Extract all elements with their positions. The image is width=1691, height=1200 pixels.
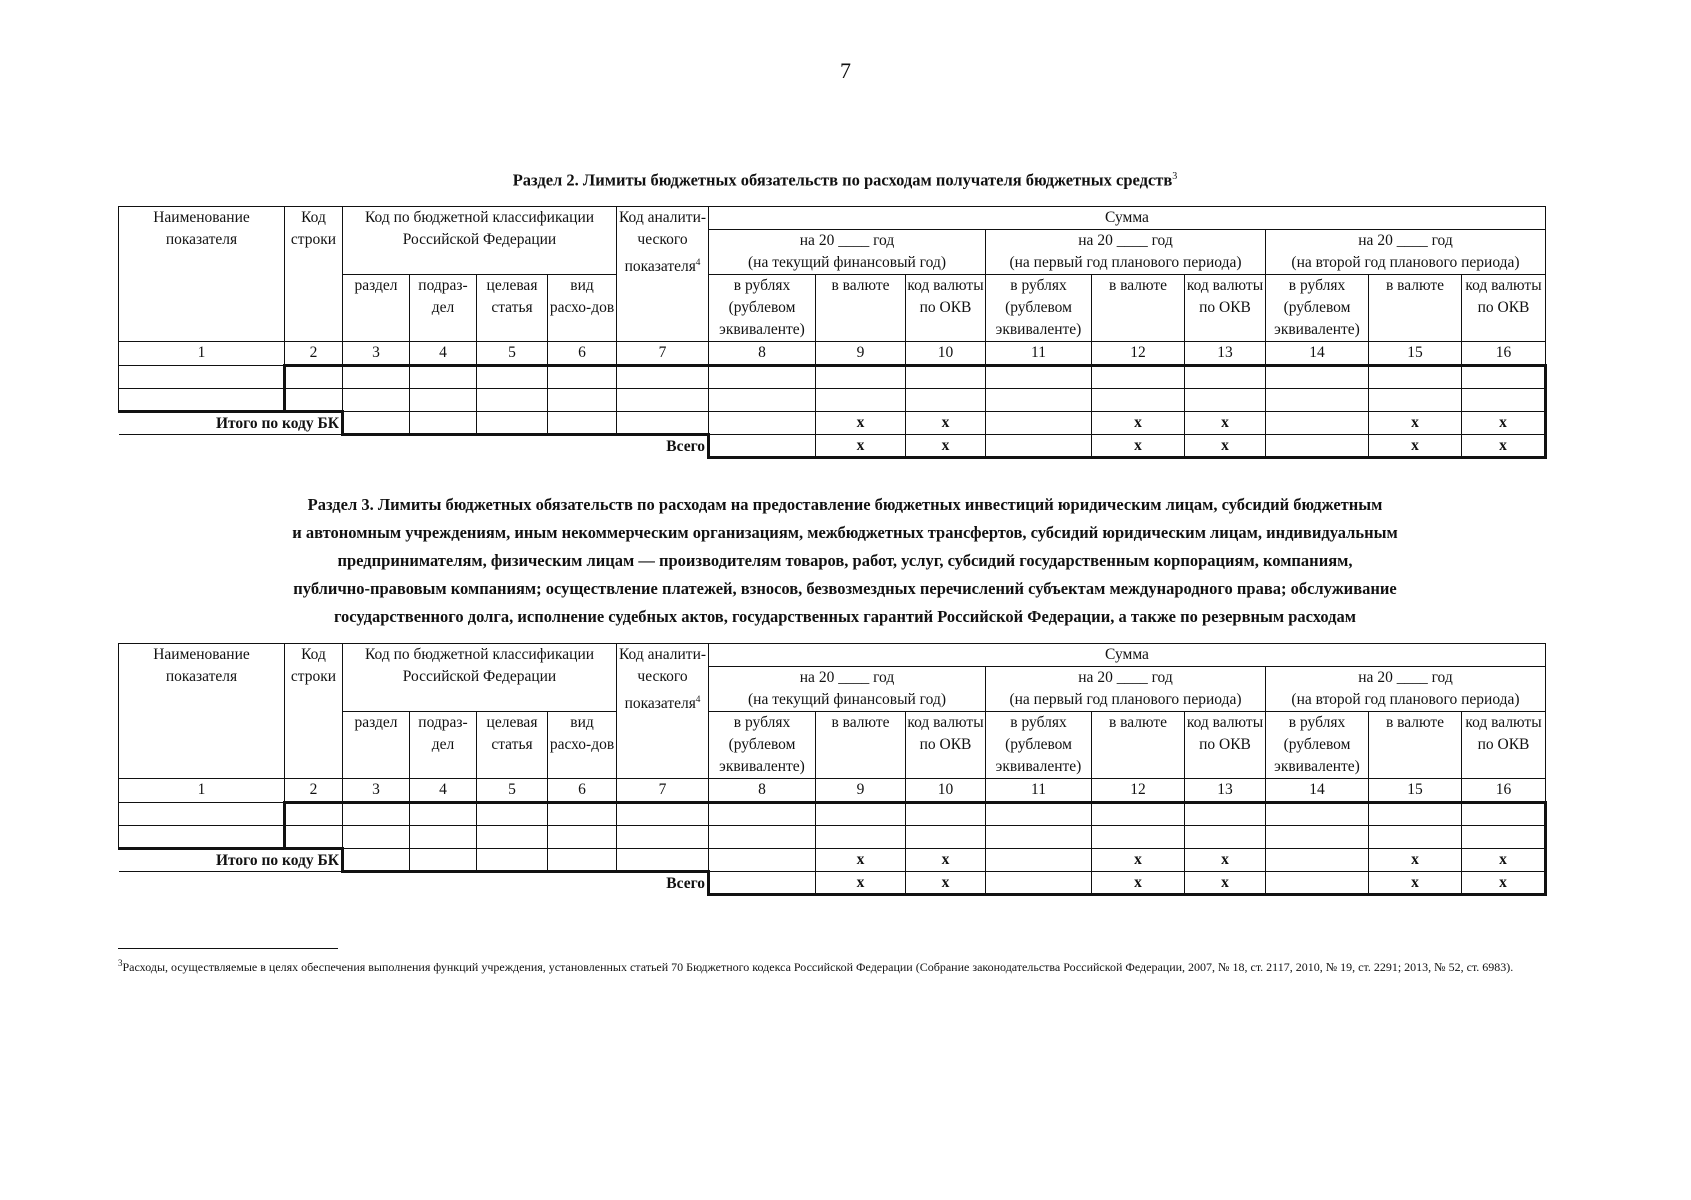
table-cell[interactable]	[1266, 389, 1369, 412]
x-mark: x	[1092, 412, 1185, 435]
sum-sub-header: в валюте	[816, 712, 906, 779]
section-3-title-line: и автономным учреждениям, иным некоммерческим организациям, межбюджетных трансфертов, субсидий юридическим лицам, индивидуальным	[292, 523, 1398, 542]
sum-header: Сумма	[709, 644, 1546, 667]
column-number: 8	[709, 779, 816, 803]
table-cell[interactable]	[1266, 849, 1369, 872]
sum-sub-header: в валюте	[1092, 712, 1185, 779]
table-cell[interactable]	[119, 389, 285, 412]
footnote-ref: 4	[695, 257, 701, 267]
x-mark: x	[816, 435, 906, 458]
period-desc: (на текущий финансовый год)	[748, 691, 946, 708]
column-number: 4	[410, 779, 477, 803]
period-desc: (на первый год планового периода)	[1009, 691, 1242, 708]
table-cell[interactable]	[709, 803, 816, 826]
table-cell[interactable]	[477, 826, 548, 849]
table-cell[interactable]	[285, 803, 343, 826]
column-number: 1	[119, 342, 285, 366]
table-cell[interactable]	[709, 826, 816, 849]
section-3-title	[120, 491, 1570, 631]
table-cell[interactable]	[1369, 366, 1462, 389]
sum-sub-header: код валюты по ОКВ	[1462, 275, 1546, 342]
table-cell[interactable]	[119, 803, 285, 826]
table-cell[interactable]	[986, 389, 1092, 412]
table-cell[interactable]	[617, 849, 709, 872]
period-year: на 20 ____ год	[1078, 232, 1173, 249]
table-cell[interactable]	[119, 826, 285, 849]
x-mark: x	[1462, 435, 1546, 458]
period-desc: (на текущий финансовый год)	[748, 254, 946, 271]
table-cell[interactable]	[1092, 826, 1185, 849]
vsego-label: Всего	[119, 435, 709, 458]
table-cell[interactable]	[343, 366, 410, 389]
column-number: 5	[477, 342, 548, 366]
itogo-label: Итого по коду БК	[119, 849, 343, 872]
table-cell[interactable]	[986, 366, 1092, 389]
bk-sub-header: вид расхо-дов	[548, 275, 617, 342]
column-number: 15	[1369, 779, 1462, 803]
table-cell[interactable]	[906, 803, 986, 826]
x-mark: x	[1462, 412, 1546, 435]
table-cell[interactable]	[477, 803, 548, 826]
section-2-title	[120, 163, 1570, 195]
x-mark: x	[906, 435, 986, 458]
column-number: 7	[617, 342, 709, 366]
table-cell[interactable]	[906, 366, 986, 389]
column-number: 3	[343, 779, 410, 803]
sum-sub-header: в валюте	[1369, 275, 1462, 342]
sum-sub-header: код валюты по ОКВ	[1185, 712, 1266, 779]
period-desc: (на второй год планового периода)	[1291, 254, 1520, 271]
section-3-title-line: Раздел 3. Лимиты бюджетных обязательств по расходам на предоставление бюджетных инвестиций юридическим лицам, субсидий бюджетным	[307, 495, 1383, 514]
column-number: 3	[343, 342, 410, 366]
bk-sub-header: целевая статья	[477, 275, 548, 342]
table-cell[interactable]	[986, 412, 1092, 435]
table-cell[interactable]	[617, 412, 709, 435]
column-number: 16	[1462, 342, 1546, 366]
table-cell[interactable]	[1369, 389, 1462, 412]
sum-sub-header: в рублях (рублевом эквиваленте)	[986, 275, 1092, 342]
table-cell[interactable]	[285, 826, 343, 849]
column-number: 13	[1185, 779, 1266, 803]
vsego-row	[119, 872, 1546, 895]
table-cell[interactable]	[1266, 872, 1369, 895]
period-year: на 20 ____ год	[799, 669, 895, 686]
column-number: 12	[1092, 342, 1185, 366]
table-cell[interactable]	[1266, 435, 1369, 458]
column-number: 10	[906, 779, 986, 803]
period-header	[1266, 230, 1546, 275]
column-number: 8	[709, 342, 816, 366]
row-code-header: Код строки	[285, 644, 343, 779]
vsego-row	[119, 435, 1546, 458]
column-number: 15	[1369, 342, 1462, 366]
column-number: 2	[285, 342, 343, 366]
table-cell[interactable]	[1462, 366, 1546, 389]
table-cell[interactable]	[1185, 389, 1266, 412]
table-cell[interactable]	[816, 389, 906, 412]
table-row	[119, 803, 1546, 826]
x-mark: x	[1369, 872, 1462, 895]
table-row	[119, 389, 1546, 412]
section-3-title-line: публично-правовым компаниям; осуществление платежей, взносов, безвозмездных перечислений субъектам международного права; обслуживание	[293, 579, 1397, 598]
table-cell[interactable]	[816, 366, 906, 389]
table-row	[119, 366, 1546, 389]
table-cell[interactable]	[410, 389, 477, 412]
table-cell[interactable]	[709, 366, 816, 389]
table-row	[119, 826, 1546, 849]
sum-sub-header: в валюте	[1369, 712, 1462, 779]
itogo-label: Итого по коду БК	[119, 412, 343, 435]
table-cell[interactable]	[477, 389, 548, 412]
sum-sub-header: в валюте	[1092, 275, 1185, 342]
table-cell[interactable]	[1185, 803, 1266, 826]
column-number: 9	[816, 779, 906, 803]
table-cell[interactable]	[1369, 826, 1462, 849]
period-header	[1266, 667, 1546, 712]
table-cell[interactable]	[1266, 412, 1369, 435]
table-cell[interactable]	[1266, 826, 1369, 849]
analytic-header	[617, 644, 709, 779]
table-cell[interactable]	[410, 412, 477, 435]
column-number: 4	[410, 342, 477, 366]
x-mark: x	[1185, 872, 1266, 895]
period-desc: (на первый год планового периода)	[1009, 254, 1242, 271]
sum-sub-header: в рублях (рублевом эквиваленте)	[1266, 712, 1369, 779]
bk-sub-header: подраз-дел	[410, 275, 477, 342]
table-cell[interactable]	[986, 872, 1092, 895]
table-cell[interactable]	[343, 412, 410, 435]
table-cell[interactable]	[410, 803, 477, 826]
sum-sub-header: в рублях (рублевом эквиваленте)	[1266, 275, 1369, 342]
x-mark: x	[1462, 872, 1546, 895]
analytic-header-text: Код аналити-ческого показателя	[618, 209, 707, 276]
column-number: 5	[477, 779, 548, 803]
bk-header: Код по бюджетной классификации Российской Федерации	[343, 644, 617, 712]
column-number: 7	[617, 779, 709, 803]
table-cell[interactable]	[986, 826, 1092, 849]
table-cell[interactable]	[477, 849, 548, 872]
period-year: на 20 ____ год	[1358, 669, 1453, 686]
x-mark: x	[816, 412, 906, 435]
sum-sub-header: в валюте	[816, 275, 906, 342]
table-cell[interactable]	[548, 366, 617, 389]
table-cell[interactable]	[343, 803, 410, 826]
section-3-title-line: государственного долга, исполнение судебных актов, государственных гарантий Российской Федерации, а также по резервным расходам	[333, 607, 1357, 626]
table-cell[interactable]	[410, 826, 477, 849]
footnote-ref: 3	[1172, 171, 1178, 182]
column-number: 6	[548, 779, 617, 803]
column-number: 11	[986, 779, 1092, 803]
x-mark: x	[906, 872, 986, 895]
footnote-number: 3	[118, 958, 123, 968]
column-numbers-row	[119, 342, 1546, 366]
table-cell[interactable]	[986, 435, 1092, 458]
vsego-label: Всего	[119, 872, 709, 895]
bk-sub-header: раздел	[343, 275, 410, 342]
period-desc: (на второй год планового периода)	[1291, 691, 1520, 708]
bk-sub-header: целевая статья	[477, 712, 548, 779]
x-mark: x	[1462, 849, 1546, 872]
table-cell[interactable]	[617, 826, 709, 849]
table-cell[interactable]	[548, 803, 617, 826]
table-cell[interactable]	[986, 803, 1092, 826]
analytic-header-text: Код аналити-ческого показателя	[618, 646, 707, 713]
x-mark: x	[906, 849, 986, 872]
column-number: 10	[906, 342, 986, 366]
sum-sub-header: в рублях (рублевом эквиваленте)	[709, 712, 816, 779]
column-number: 14	[1266, 342, 1369, 366]
period-header	[986, 230, 1266, 275]
table-cell[interactable]	[906, 389, 986, 412]
table-cell[interactable]	[816, 803, 906, 826]
table-cell[interactable]	[343, 826, 410, 849]
sum-header: Сумма	[709, 207, 1546, 230]
column-number: 12	[1092, 779, 1185, 803]
section-2-table	[118, 206, 1547, 459]
page-number: 7	[840, 58, 851, 83]
table-cell[interactable]	[548, 826, 617, 849]
sum-sub-header: в рублях (рублевом эквиваленте)	[709, 275, 816, 342]
bk-sub-header: подраз-дел	[410, 712, 477, 779]
x-mark: x	[1369, 849, 1462, 872]
period-header	[709, 230, 986, 275]
bk-header: Код по бюджетной классификации Российской Федерации	[343, 207, 617, 275]
x-mark: x	[906, 412, 986, 435]
sum-sub-header: код валюты по ОКВ	[1185, 275, 1266, 342]
x-mark: x	[816, 849, 906, 872]
x-mark: x	[1092, 849, 1185, 872]
table-cell[interactable]	[1092, 389, 1185, 412]
column-number: 11	[986, 342, 1092, 366]
period-header	[986, 667, 1266, 712]
x-mark: x	[816, 872, 906, 895]
column-number: 14	[1266, 779, 1369, 803]
table-cell[interactable]	[1092, 803, 1185, 826]
footnote-divider	[118, 948, 338, 949]
table-cell[interactable]	[410, 366, 477, 389]
sum-sub-header: код валюты по ОКВ	[906, 712, 986, 779]
table-cell[interactable]	[548, 412, 617, 435]
sum-sub-header: в рублях (рублевом эквиваленте)	[986, 712, 1092, 779]
name-header: Наименование показателя	[119, 207, 285, 342]
table-cell[interactable]	[548, 389, 617, 412]
table-cell[interactable]	[285, 366, 343, 389]
table-cell[interactable]	[709, 412, 816, 435]
table-cell[interactable]	[709, 389, 816, 412]
x-mark: x	[1185, 435, 1266, 458]
table-cell[interactable]	[617, 803, 709, 826]
x-mark: x	[1369, 412, 1462, 435]
table-cell[interactable]	[1462, 389, 1546, 412]
bk-sub-header: раздел	[343, 712, 410, 779]
table-cell[interactable]	[986, 849, 1092, 872]
x-mark: x	[1092, 872, 1185, 895]
table-cell[interactable]	[343, 389, 410, 412]
period-year: на 20 ____ год	[1358, 232, 1453, 249]
table-cell[interactable]	[816, 826, 906, 849]
table-cell[interactable]	[709, 872, 816, 895]
table-cell[interactable]	[343, 849, 410, 872]
table-cell[interactable]	[1092, 366, 1185, 389]
table-cell[interactable]	[477, 366, 548, 389]
footnote-ref: 4	[695, 694, 701, 704]
sum-sub-header: код валюты по ОКВ	[1462, 712, 1546, 779]
analytic-header	[617, 207, 709, 342]
name-header: Наименование показателя	[119, 644, 285, 779]
column-numbers-row	[119, 779, 1546, 803]
itogo-row	[119, 412, 1546, 435]
table-cell[interactable]	[1185, 366, 1266, 389]
section-3-table	[118, 643, 1547, 896]
section-2-title-text: Раздел 2. Лимиты бюджетных обязательств по расходам получателя бюджетных средств	[512, 170, 1173, 190]
table-cell[interactable]	[548, 849, 617, 872]
table-cell[interactable]	[617, 366, 709, 389]
x-mark: x	[1092, 435, 1185, 458]
column-number: 9	[816, 342, 906, 366]
column-number: 16	[1462, 779, 1546, 803]
column-number: 6	[548, 342, 617, 366]
x-mark: x	[1185, 849, 1266, 872]
table-cell[interactable]	[1185, 826, 1266, 849]
table-cell[interactable]	[1462, 803, 1546, 826]
table-cell[interactable]	[1369, 803, 1462, 826]
table-cell[interactable]	[285, 389, 343, 412]
table-cell[interactable]	[1266, 366, 1369, 389]
table-cell[interactable]	[617, 389, 709, 412]
row-code-header: Код строки	[285, 207, 343, 342]
column-number: 2	[285, 779, 343, 803]
footnote-text: Расходы, осуществляемые в целях обеспечения выполнения функций учреждения, установленных статьей 70 Бюджетного кодекса Российской Федерации (Собрание законодательства Российской Федерации, 2007, № 18, ст. 2117, 2010, № 19, ст. 2291; 2013, № 52, ст. 6983).	[122, 960, 1514, 974]
table-cell[interactable]	[906, 826, 986, 849]
table-cell[interactable]	[709, 435, 816, 458]
x-mark: x	[1185, 412, 1266, 435]
period-year: на 20 ____ год	[799, 232, 895, 249]
bk-sub-header: вид расхо-дов	[548, 712, 617, 779]
table-cell[interactable]	[119, 366, 285, 389]
section-3-title-line: предпринимателям, физическим лицам — производителям товаров, работ, услуг, субсидий государственным корпорациям, компаниям,	[337, 551, 1353, 570]
period-header	[709, 667, 986, 712]
table-cell[interactable]	[1266, 803, 1369, 826]
table-cell[interactable]	[1462, 826, 1546, 849]
sum-sub-header: код валюты по ОКВ	[906, 275, 986, 342]
x-mark: x	[1369, 435, 1462, 458]
period-year: на 20 ____ год	[1078, 669, 1173, 686]
column-number: 13	[1185, 342, 1266, 366]
table-cell[interactable]	[410, 849, 477, 872]
column-number: 1	[119, 779, 285, 803]
table-cell[interactable]	[477, 412, 548, 435]
table-cell[interactable]	[709, 849, 816, 872]
footnote	[118, 953, 1558, 977]
itogo-row	[119, 849, 1546, 872]
